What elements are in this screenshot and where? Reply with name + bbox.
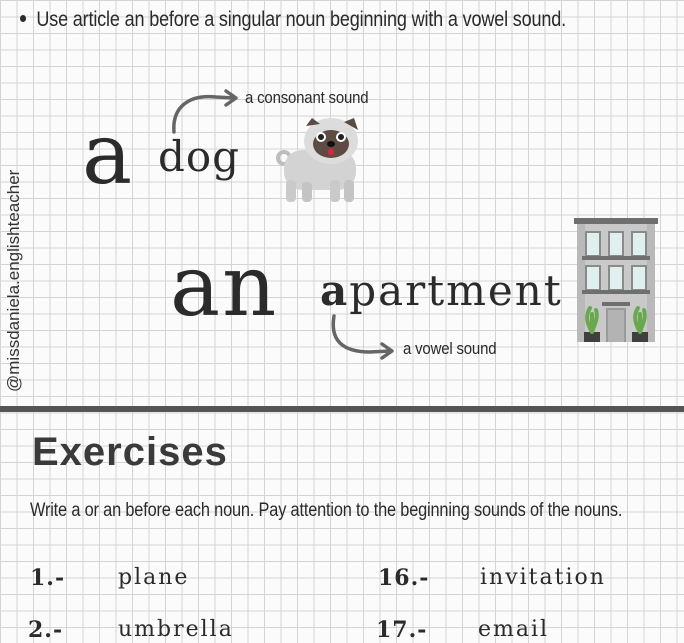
arrow-vowel-icon bbox=[326, 312, 400, 360]
exercise-word: plane bbox=[118, 565, 190, 590]
rule-line bbox=[20, 8, 566, 32]
exercise-number: 17.- bbox=[376, 617, 428, 643]
bullet-icon bbox=[20, 15, 26, 22]
vowel-sound-label: a vowel sound bbox=[403, 339, 497, 358]
exercise-number: 2.- bbox=[28, 617, 64, 643]
arrow-consonant-icon bbox=[168, 88, 242, 136]
exercise-instruction: Write a or an before each noun. Pay attention to the beginning sounds of the nouns. bbox=[30, 500, 623, 521]
exercise-number: 1.- bbox=[30, 565, 66, 591]
article-a: a bbox=[82, 105, 133, 203]
noun-first-letter: a bbox=[320, 266, 350, 315]
section-divider bbox=[0, 406, 684, 412]
exercise-word: umbrella bbox=[118, 617, 234, 642]
exercises-title: Exercises bbox=[32, 430, 228, 474]
exercise-word: invitation bbox=[480, 565, 606, 590]
article-an: an bbox=[170, 237, 279, 335]
consonant-sound-label: a consonant sound bbox=[245, 88, 369, 107]
apartment-building-icon bbox=[572, 218, 660, 346]
watermark: @missdaniela.englishteacher bbox=[4, 169, 23, 392]
pug-dog-icon bbox=[272, 114, 366, 206]
noun-dog: dog bbox=[158, 132, 241, 181]
noun-apartment bbox=[320, 266, 563, 315]
exercise-number: 16.- bbox=[378, 565, 430, 591]
exercise-word: email bbox=[478, 617, 550, 642]
rule-text: Use article an before a singular noun beginning with a vowel sound. bbox=[36, 8, 566, 31]
noun-rest: partment bbox=[349, 266, 563, 315]
